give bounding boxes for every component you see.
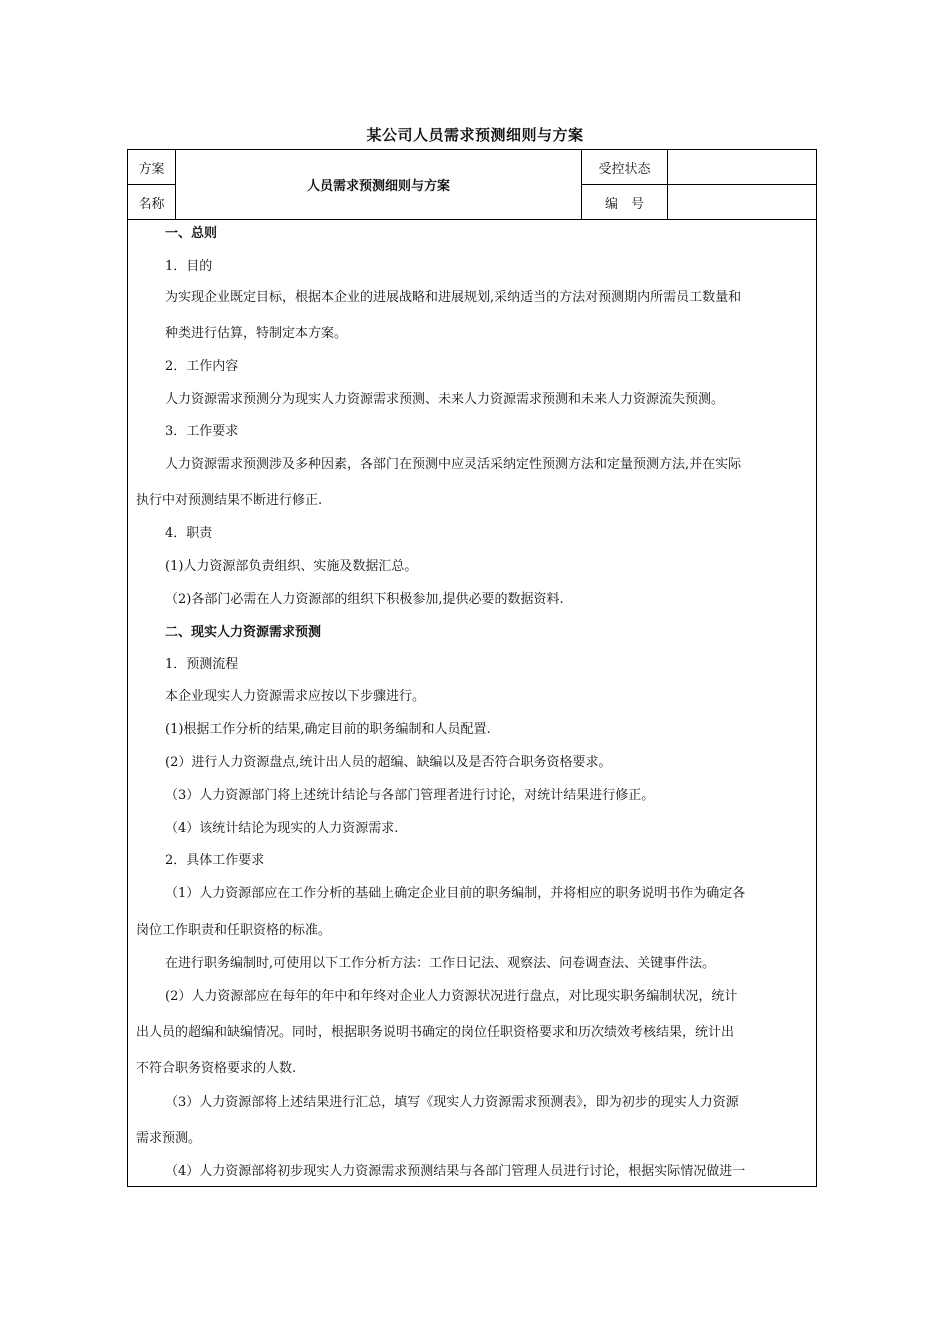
subheading: 1．预测流程 — [165, 657, 239, 672]
plan-label-bottom: 名称 — [128, 185, 176, 220]
document-title: 某公司人员需求预测细则与方案 — [366, 126, 584, 144]
paragraph-line: 人力资源需求预测分为现实人力资源需求预测、未来人力资源需求预测和未来人力资源流失预测。 — [165, 392, 725, 407]
paragraph-line: 不符合职务资格要求的人数. — [136, 1061, 297, 1076]
paragraph-line: （4）人力资源部将初步现实人力资源需求预测结果与各部门管理人员进行讨论，根据实际情况做进一 — [165, 1164, 746, 1179]
paragraph-line: （4）该统计结论为现实的人力资源需求. — [165, 821, 399, 836]
paragraph-line: （3）人力资源部将上述结果进行汇总，填写《现实人力资源需求预测表》，即为初步的现实人力资源 — [165, 1095, 739, 1110]
paragraph-line: 为实现企业既定目标，根据本企业的进展战略和进展规划,采纳适当的方法对预测期内所需员工数量和 — [165, 290, 742, 305]
control-status-label: 受控状态 — [582, 150, 668, 185]
subheading: 3．工作要求 — [165, 424, 239, 439]
subheading: 1．目的 — [165, 259, 213, 274]
plan-name-value: 人员需求预测细则与方案 — [176, 150, 582, 220]
paragraph-line: 出人员的超编和缺编情况。同时，根据职务说明书确定的岗位任职资格要求和历次绩效考核结果，统计出 — [136, 1025, 735, 1040]
paragraph-line: （1）人力资源部应在工作分析的基础上确定企业目前的职务编制，并将相应的职务说明书作为确定各 — [165, 886, 746, 901]
paragraph-line: (1)人力资源部负责组织、实施及数据汇总。 — [165, 559, 418, 574]
number-label: 编 号 — [582, 185, 668, 220]
section-heading: 一、总则 — [165, 226, 218, 241]
paragraph-line: 执行中对预测结果不断进行修正. — [136, 493, 323, 508]
paragraph-line: 人力资源需求预测涉及多种因素，各部门在预测中应灵活采纳定性预测方法和定量预测方法,并在实际 — [165, 457, 742, 472]
plan-label-top: 方案 — [128, 150, 176, 185]
paragraph-line: 种类进行估算，特制定本方案。 — [165, 326, 348, 341]
paragraph-line: 岗位工作职责和任职资格的标准。 — [136, 923, 332, 938]
control-status-value — [668, 150, 817, 185]
body-content-box — [127, 219, 817, 1187]
paragraph-line: (2）人力资源部应在每年的年中和年终对企业人力资源状况进行盘点，对比现实职务编制状况，统计 — [165, 989, 738, 1004]
subheading: 2．具体工作要求 — [165, 853, 265, 868]
paragraph-line: 本企业现实人力资源需求应按以下步骤进行。 — [165, 689, 426, 704]
paragraph-line: （3）人力资源部门将上述统计结论与各部门管理者进行讨论，对统计结果进行修正。 — [165, 788, 655, 803]
number-value — [668, 185, 817, 220]
subheading: 4．职责 — [165, 526, 213, 541]
subheading: 2．工作内容 — [165, 359, 239, 374]
section-heading: 二、现实人力资源需求预测 — [165, 625, 322, 640]
plan-header-table — [127, 149, 817, 220]
paragraph-line: (2）进行人力资源盘点,统计出人员的超编、缺编以及是否符合职务资格要求。 — [165, 755, 612, 770]
paragraph-line: （2)各部门必需在人力资源部的组织下积极参加,提供必要的数据资料. — [165, 592, 564, 607]
paragraph-line: 在进行职务编制时,可使用以下工作分析方法：工作日记法、观察法、问卷调查法、关键事件法。 — [165, 956, 716, 971]
paragraph-line: (1)根据工作分析的结果,确定目前的职务编制和人员配置. — [165, 722, 491, 737]
paragraph-line: 需求预测。 — [136, 1131, 202, 1146]
